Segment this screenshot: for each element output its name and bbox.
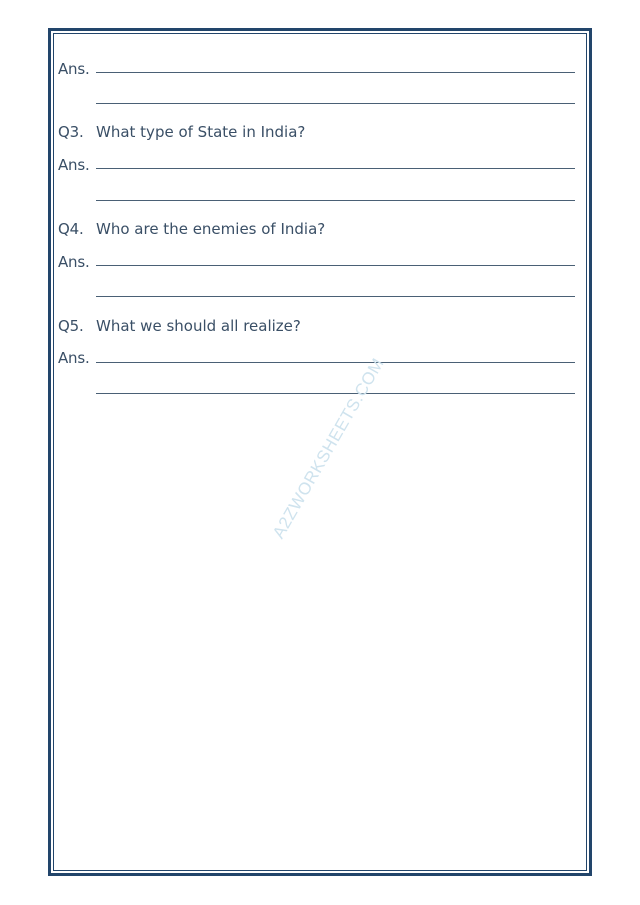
answer-line: [96, 265, 575, 266]
answer-line: [96, 72, 575, 73]
question-text: What we should all realize?: [96, 317, 301, 335]
question-number: Q4.: [58, 220, 84, 238]
answer-label: Ans.: [58, 253, 90, 271]
question-text: What type of State in India?: [96, 123, 306, 141]
watermark: A2ZWORKSHEETS.COM: [268, 354, 388, 542]
question-number: Q5.: [58, 317, 84, 335]
answer-label: Ans.: [58, 349, 90, 367]
question-number: Q3.: [58, 123, 84, 141]
answer-line: [96, 393, 575, 394]
answer-line: [96, 103, 575, 104]
answer-line: [96, 200, 575, 201]
answer-label: Ans.: [58, 156, 90, 174]
answer-line: [96, 362, 575, 363]
answer-line: [96, 296, 575, 297]
answer-label: Ans.: [58, 60, 90, 78]
question-text: Who are the enemies of India?: [96, 220, 326, 238]
answer-line: [96, 168, 575, 169]
